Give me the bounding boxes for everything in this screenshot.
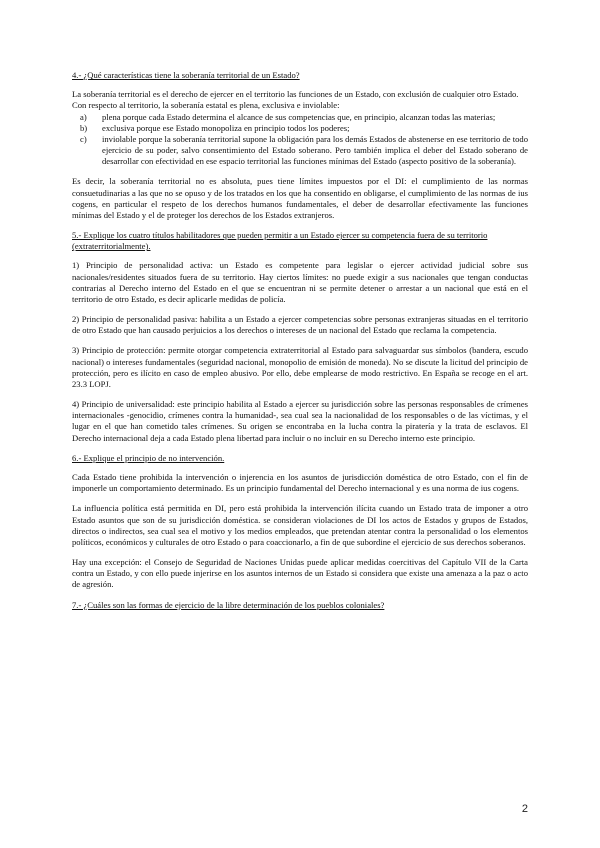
q6-paragraph-1: Cada Estado tiene prohibida la intervención o injerencia en los asuntos de jurisdicción doméstica de otro Estado, con el fin de imponerle un comportamiento determinado. Es un principio fundamental del Derecho internacional y es una norma de ius cogens. (72, 471, 528, 494)
list-marker: c) (80, 133, 87, 144)
q4-paragraph-3: Es decir, la soberanía territorial no es absoluta, pues tiene límites impuestos por el DI: el cumplimiento de las normas consuetudinarias a las que no se opuso y de los tratados en los que ha consentido en obligarse, el cumplimiento de las normas de ius cogens, en particular el respeto de los derechos humanos fundamentales, el deber de desarrollar efectivamente las funciones mínimas del Estado y el de proteger los derechos de los Estados extranjeros. (72, 176, 528, 220)
list-marker: a) (80, 111, 87, 122)
question-5-heading: 5.- Explique los cuatro títulos habilitadores que pueden permitir a un Estado ejercer su competencia fuera de su territorio (extraterritorialmente). (72, 230, 488, 252)
question-6-heading: 6.- Explique el principio de no intervención. (72, 452, 225, 463)
list-item (72, 112, 528, 123)
q5-paragraph-1: 1) Principio de personalidad activa: un Estado es competente para legislar o ejercer actividad judicial sobre sus nacionales/residentes situados fuera de su territorio. Hay ciertos límites: no puede exigir a sus nacionales que tengan conductas contrarias al Derecho interno del Estado en el que se encuentran ni se permite detener o arrestar a un nacional que está en el territorio de otro Estado, es decir aplicarle medidas de policía. (72, 260, 528, 304)
list-item (72, 123, 528, 134)
q4-list (72, 112, 528, 168)
list-item (72, 134, 528, 168)
page-number: 2 (521, 803, 528, 815)
q5-paragraph-2: 2) Principio de personalidad pasiva: habilita a un Estado a ejercer competencias sobre personas extranjeras situadas en el territorio de otro Estado que han causado perjuicios a los derechos o intereses de un nacional del Estado que reclama la competencia. (72, 314, 528, 336)
q4-paragraph-1: La soberanía territorial es el derecho de ejercer en el territorio las funciones de un Estado, con exclusión de cualquier otro Estado. (72, 89, 519, 100)
list-item-text: plena porque cada Estado determina el alcance de sus competencias que, en principio, alcanzan todas las materias; (102, 111, 496, 122)
q6-paragraph-3: Hay una excepción: el Consejo de Seguridad de Naciones Unidas puede aplicar medidas coercitivas del Capítulo VII de la Carta contra un Estado, y con ello puede injerirse en los asuntos internos de un Estado si considera que existe una amenaza a la paz o acto de agresión. (72, 557, 528, 590)
q6-paragraph-2: La influencia política está permitida en DI, pero está prohibida la intervención ilícita cuando un Estado trata de imponer a otro Estado asuntos que son de su jurisdicción doméstica. se consideran violaciones de DI los actos de Estados y grupos de Estados, directos o indirectos, sea cual sea el motivo y los medios empleados, que pretendan atentar contra la personalidad o los elementos políticos, económicos y culturales de otro Estado o para coaccionarlo, a fin de que subordine el ejercicio de sus derechos soberanos. (72, 503, 528, 547)
list-item-text: inviolable porque la soberanía territorial supone la obligación para los demás Estados de abstenerse en ese territorio de todo ejercicio de su poder, salvo consentimiento del Estado soberano. Pero también implica el deber del Estado soberano de desarrollar con efectividad en ese espacio territorial las funciones mínimas del Estado (aspecto positivo de la soberanía). (102, 133, 528, 167)
question-4-heading: 4.- ¿Qué características tiene la soberanía territorial de un Estado? (72, 70, 300, 80)
question-7-heading: 7.- ¿Cuáles son las formas de ejercicio de la libre determinación de los pueblos coloniales? (72, 599, 385, 610)
q5-paragraph-3: 3) Principio de protección: permite otorgar competencia extraterritorial al Estado para salvaguardar sus símbolos (bandera, escudo nacional) o intereses fundamentales (seguridad nacional, monopolio de emisión de moneda). No se discute la licitud del principio de protección, pero es ilícito en caso de empleo abusivo. Por ello, debe emplearse de modo restrictivo. En España se recoge en el art. 23.3 LOPJ. (72, 345, 528, 389)
document-page (72, 70, 528, 619)
list-marker: b) (80, 122, 88, 133)
list-item-text: exclusiva porque ese Estado monopoliza en principio todos los poderes; (102, 122, 350, 133)
q4-paragraph-2: Con respecto al territorio, la soberanía estatal es plena, exclusiva e inviolable: (72, 100, 340, 111)
q5-paragraph-4: 4) Principio de universalidad: este principio habilita al Estado a ejercer su jurisdicción sobre las personas responsables de crímenes internacionales -genocidio, crímenes contra la humanidad-, sea cual sea la nacionalidad de los responsables o de las víctimas, y el lugar en el que han cometido tales crímenes. Su origen se encontraba en la lucha contra la piratería y la trata de esclavos. El Derecho internacional deja a cada Estado plena libertad para incluir o no incluir en su Derecho interno este principio. (72, 399, 528, 443)
